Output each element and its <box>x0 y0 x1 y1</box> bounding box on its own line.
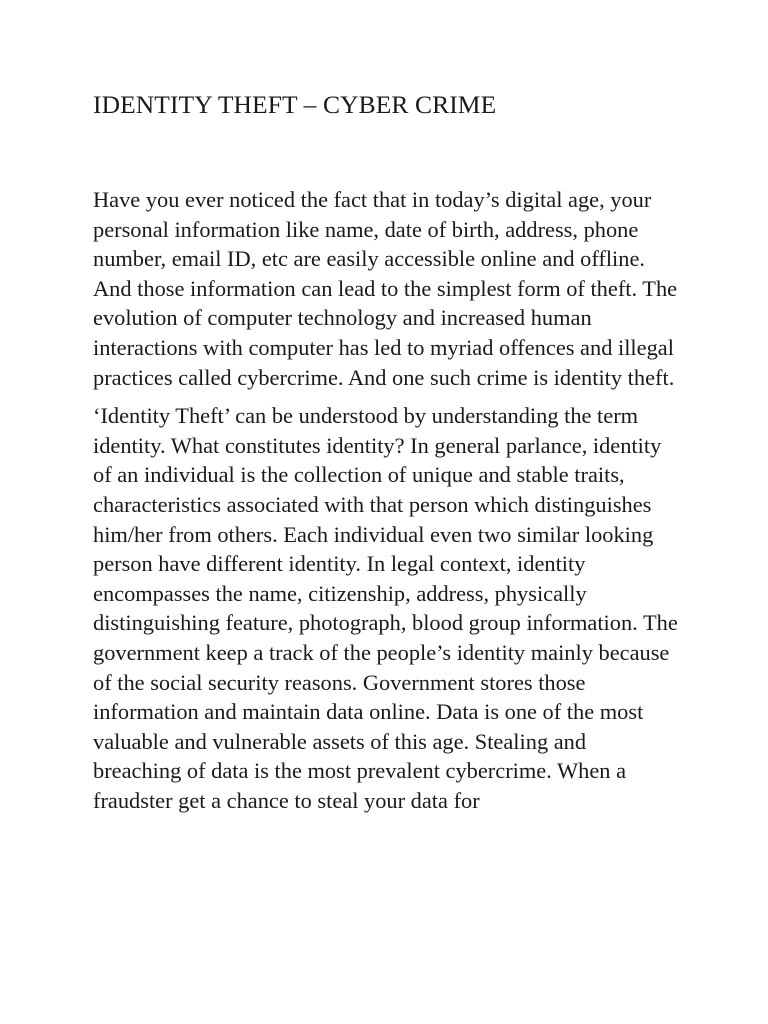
document-title: IDENTITY THEFT – CYBER CRIME <box>93 90 497 119</box>
paragraph-identity-theft: ‘Identity Theft’ can be understood by understanding the term identity. What constitutes identity? In general parlance, identity of an individual is the collection of unique and stable traits, characteristics associated with that person which distinguishes him/her from others. Each individual even two similar looking person have different identity. In legal context, identity encompasses the name, citizenship, address, physically distinguishing feature, photograph, blood group information. The government keep a track of the people’s identity mainly because of the social security reasons. Government stores those information and maintain data online. Data is one of the most valuable and vulnerable assets of this age. Stealing and breaching of data is the most prevalent cybercrime. When a fraudster get a chance to steal your data for <box>93 403 678 813</box>
paragraph-intro: Have you ever noticed the fact that in today’s digital age, your personal information like name, date of birth, address, phone number, email ID, etc are easily accessible online and offline. And those information can lead to the simplest form of theft. The evolution of computer technology and increased human interactions with computer has led to myriad offences and illegal practices called cybercrime. And one such crime is identity theft. <box>93 187 678 390</box>
document-body <box>93 185 678 815</box>
